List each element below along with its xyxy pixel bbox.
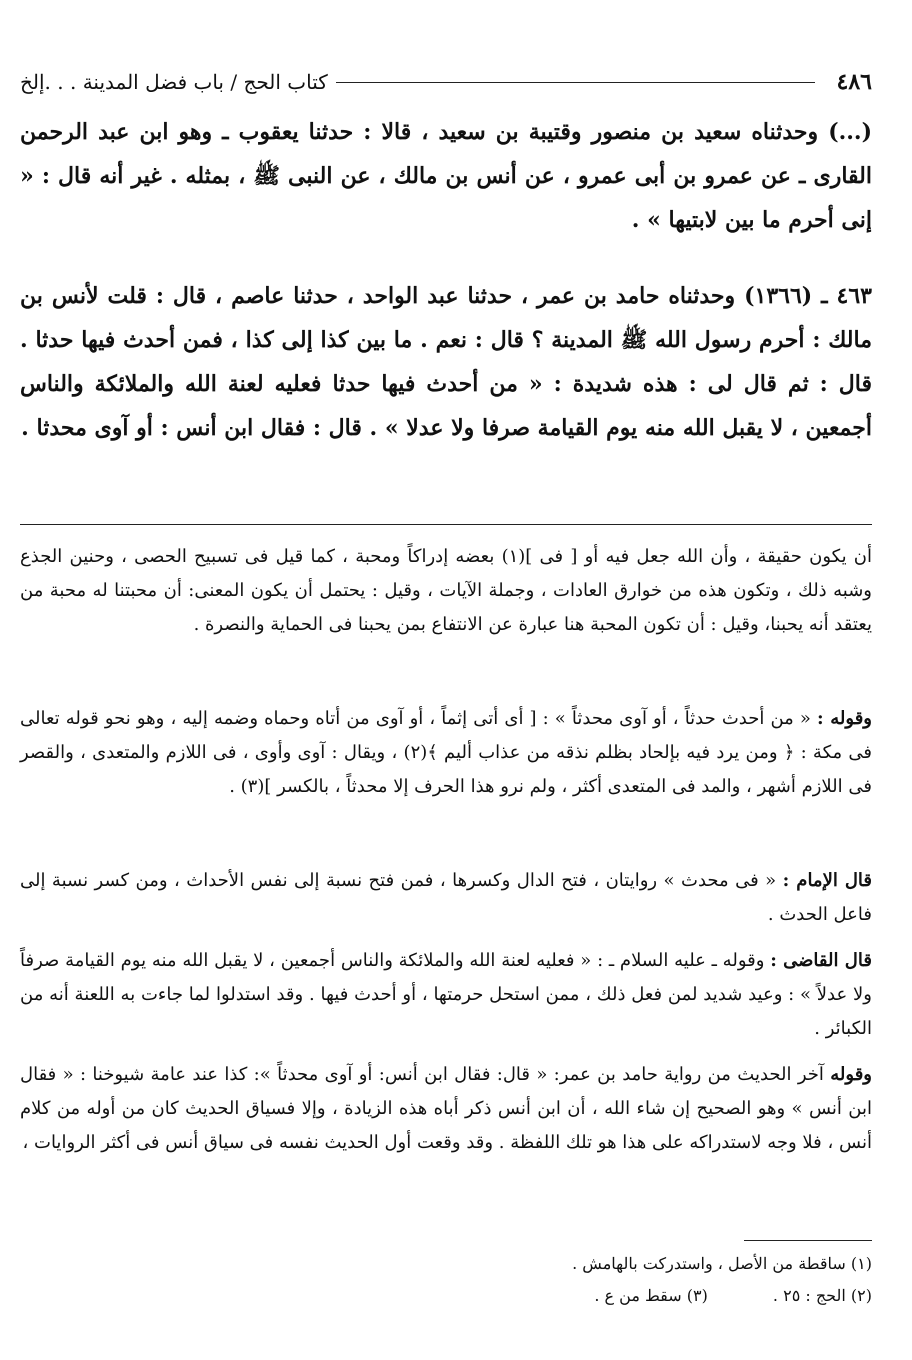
hadith-paragraph: ٤٦٣ ـ (١٣٦٦) وحدثناه حامد بن عمر ، حدثنا عبد الواحد ، حدثنا عاصم ، قال : قلت لأنس بن مالك : أحرم رسول الله ﷺ المدينة ؟ قال : نعم . ما بين كذا إلى كذا ، فمن أحدث فيها حدثا . قال : ثم قال لى : هذه شديدة : « من أحدث فيها حدثا فعليه لعنة الله والملائكة والناس أجمعين ، لا يقبل الله منه يوم القيامة صرفا ولا عدلا » . قال : فقال ابن أنس : أو آوى محدثا .	[20, 283, 872, 441]
commentary-paragraph	[20, 1058, 872, 1160]
header-rule	[336, 82, 815, 83]
commentary-paragraph	[20, 702, 872, 804]
section-divider	[20, 524, 872, 525]
commentary-lead: قال القاضى :	[770, 950, 872, 971]
footnote: (٢) الحج : ٢٥ .	[772, 1286, 872, 1305]
commentary-lead: قال الإمام :	[782, 870, 872, 891]
footnote-divider	[744, 1240, 872, 1241]
footnote: (١) ساقطة من الأصل ، واستدركت بالهامش .	[572, 1254, 872, 1273]
commentary-paragraph	[20, 540, 872, 642]
commentary-text: آخر الحديث من رواية حامد بن عمر: « قال: فقال ابن أنس: أو آوى محدثاً »: كذا عند عامة شيوخنا : « فقال ابن أنس » وهو الصحيح إن شاء الله ، أن ابن أنس ذكر أباه هذه الزيادة ، وإلا فسياق الحديث كان من أوله من كلام أنس ، فلا وجه لاستدراكه على هذا هو تلك اللفظة . وقد وقعت أول الحديث نفسه فى سياق أنس فى أكثر الروايات ،	[20, 1064, 872, 1153]
footnote-line	[20, 1282, 872, 1310]
commentary-paragraph	[20, 944, 872, 1046]
hadith-paragraph: (...) وحدثناه سعيد بن منصور وقتيبة بن سعيد ، قالا : حدثنا يعقوب ـ وهو ابن عبد الرحمن القارى ـ عن عمرو بن أبى عمرو ، عن أنس بن مالك ، عن النبى ﷺ ، بمثله . غير أنه قال : « إنى أحرم ما بين لابتيها » .	[20, 119, 872, 233]
commentary-text: وقوله ـ عليه السلام ـ : « فعليه لعنة الله والملائكة والناس أجمعين ، لا يقبل الله منه يوم القيامة صرفاً ولا عدلاً » : وعيد شديد لمن فعل ذلك ، ممن استحل حرمتها ، أو أحدث فيها . وقد استدلوا لما جاءت به اللعنة أنه من الكبائر .	[20, 950, 872, 1039]
footnote: (٣) سقط من ع .	[594, 1286, 708, 1305]
commentary-lead: وقوله	[830, 1064, 872, 1085]
commentary-lead: وقوله :	[816, 708, 872, 729]
commentary-text: « من أحدث حدثاً ، أو آوى محدثاً » : [ أى أتى إثماً ، أو آوى من أتاه وحماه وضمه إليه ، وهو نحو قوله تعالى فى مكة : ﴿ ومن يرد فيه بإلحاد بظلم نذقه من عذاب أليم ﴾(٢) ، ويقال : آوى وأوى ، فى اللازم والمتعدى ، والقصر فى اللازم أشهر ، والمد فى المتعدى أكثر ، ولم نرو هذا الحرف إلا محدثاً ، بالكسر ](٣) .	[20, 708, 873, 797]
commentary-paragraph	[20, 864, 872, 932]
commentary-text: « فى محدث » روايتان ، فتح الدال وكسرها ، فمن فتح نسبة إلى نفس الأحداث ، ومن كسر نسبة إلى فاعل الحدث .	[20, 870, 872, 925]
running-title: كتاب الحج / باب فضل المدينة . . .إلخ	[20, 70, 328, 94]
page-number: ٤٨٦	[836, 69, 872, 95]
page-header	[20, 62, 872, 102]
commentary-text: أن يكون حقيقة ، وأن الله جعل فيه أو [ فى ](١) بعضه إدراكاً ومحبة ، كما قيل فى تسبيح الحصى ، وحنين الجذع وشبه ذلك ، وتكون هذه من خوارق العادات ، وجملة الآيات ، وقيل : يحتمل أن يكون المعنى: أن محبتنا له محبة من يعتقد أنه يحبنا، وقيل : أن تكون المحبة هنا عبارة عن الانتفاع بمن يحبنا فى الحماية والنصرة .	[20, 546, 873, 635]
